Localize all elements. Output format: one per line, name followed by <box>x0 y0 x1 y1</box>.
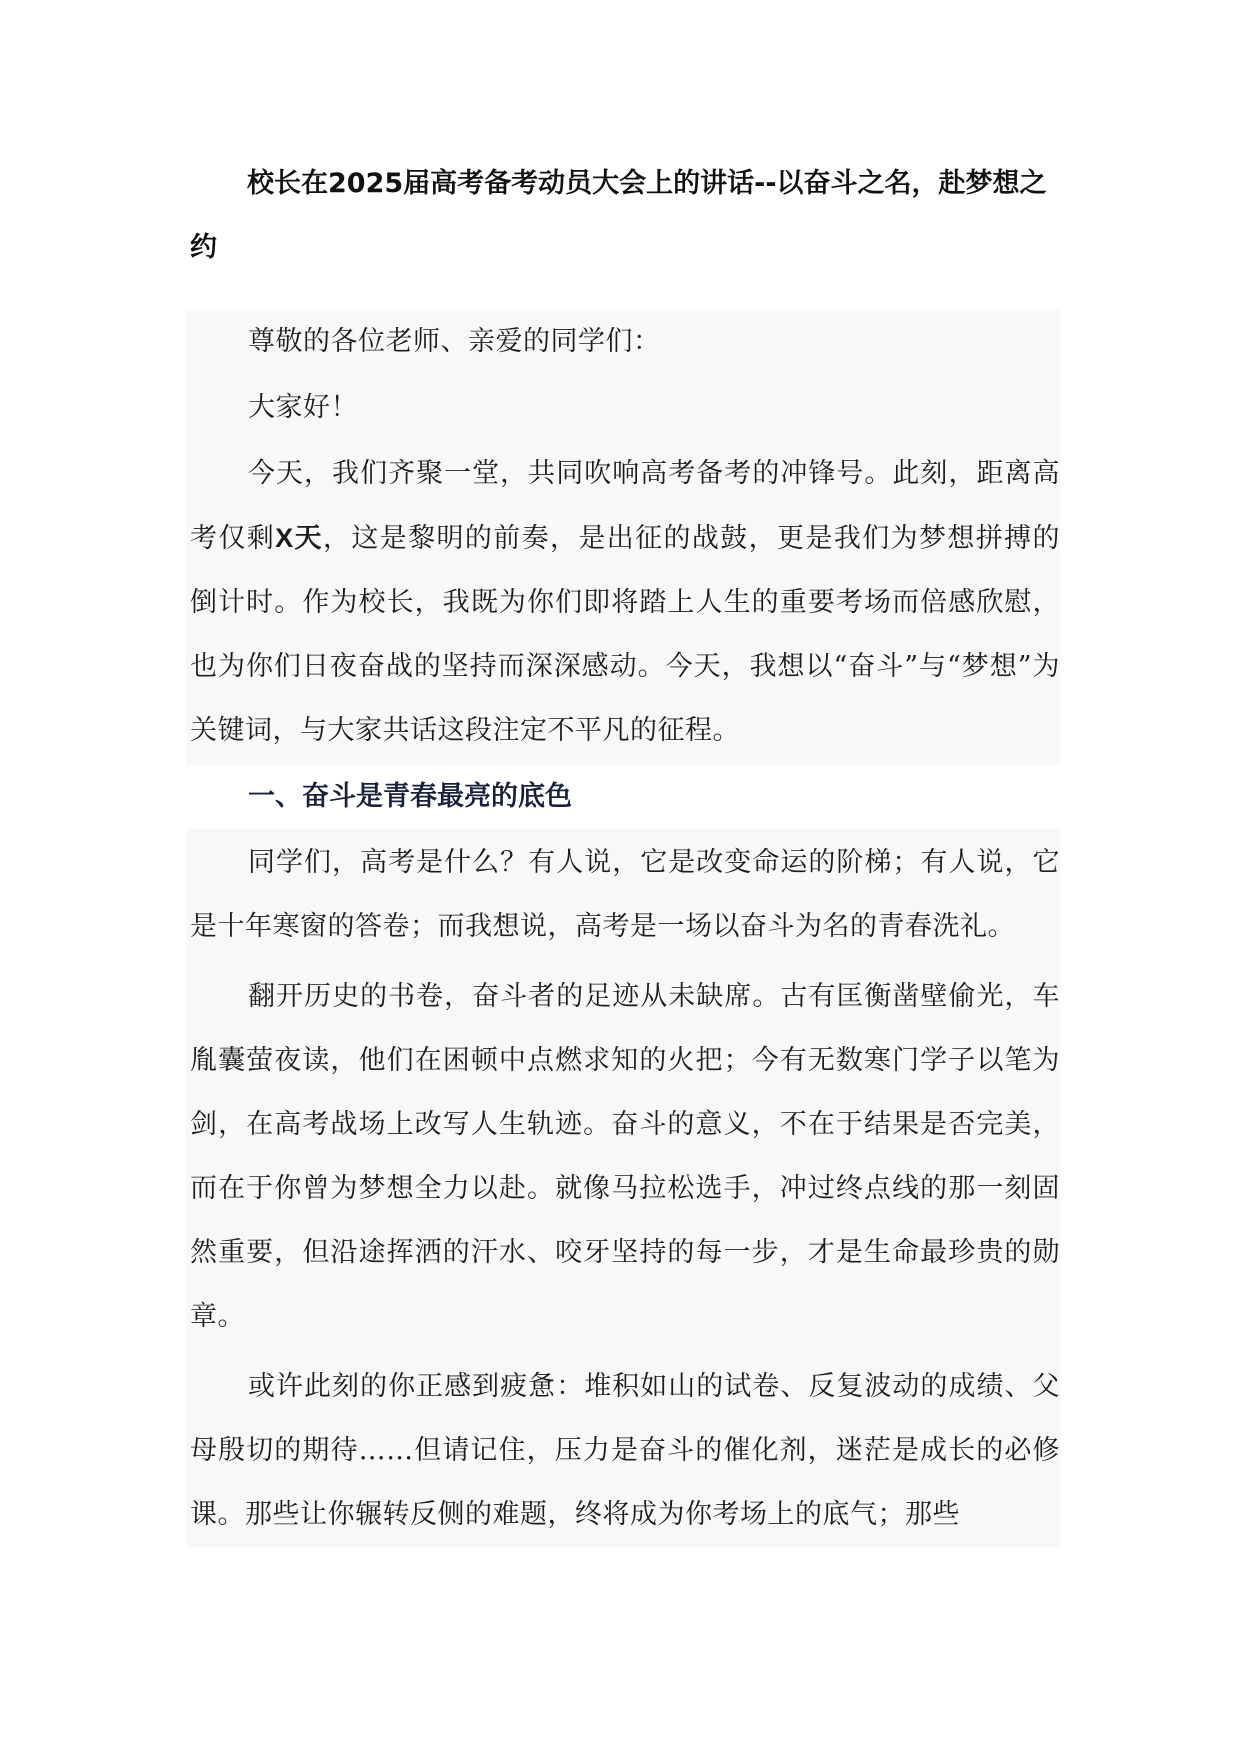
body-paragraph: 翻开历史的书卷，奋斗者的足迹从未缺席。古有匡衡凿壁偷光，车胤囊萤夜读，他们在困顿中点燃求知的火把；今有无数寒门学子以笔为剑，在高考战场上改写人生轨迹。奋斗的意义，不在于结果是否完美，而在于你曾为梦想全力以赴。就像马拉松选手，冲过终点线的那一刻固然重要，但沿途挥洒的汗水、咬牙坚持的每一步，才是生命最珍贵的勋章。 <box>190 981 1060 1332</box>
salutation: 尊敬的各位老师、亲爱的同学们： <box>248 326 661 357</box>
section-heading: 一、奋斗是青春最亮的底色 <box>186 765 1060 829</box>
body-paragraph: 同学们，高考是什么？有人说，它是改变命运的阶梯；有人说，它是十年寒窗的答卷；而我想说，高考是一场以奋斗为名的青春洗礼。 <box>190 847 1060 942</box>
intro-text-end: ，这是黎明的前奏，是出征的战鼓，更是我们为梦想拼搏的倒计时。作为校长，我既为你们即将踏上人生的重要考场而倍感欣慰，也为你们日夜奋战的坚持而深深感动。今天，我想以“奋斗”与“梦想”为关键词，与大家共话这段注定不平凡的征程。 <box>190 523 1061 746</box>
document-body <box>186 310 1060 1547</box>
intro-paragraph <box>186 442 1060 763</box>
intro-text-start: 今天，我们齐聚一堂，共同吹响高考备考的冲锋号。此刻，距离高考仅剩 <box>190 458 1060 554</box>
body-paragraph: 或许此刻的你正感到疲惫：堆积如山的试卷、反复波动的成绩、父母殷切的期待……但请记住，压力是奋斗的催化剂，迷茫是成长的必修课。那些让你辗转反侧的难题，终将成为你考场上的底气；那些 <box>190 1371 1060 1530</box>
greeting: 大家好！ <box>248 392 358 423</box>
document-title: 校长在2025届高考备考动员大会上的讲话--以奋斗之名，赴梦想之约 <box>190 168 1047 263</box>
days-remaining-highlight: X天 <box>275 523 323 553</box>
